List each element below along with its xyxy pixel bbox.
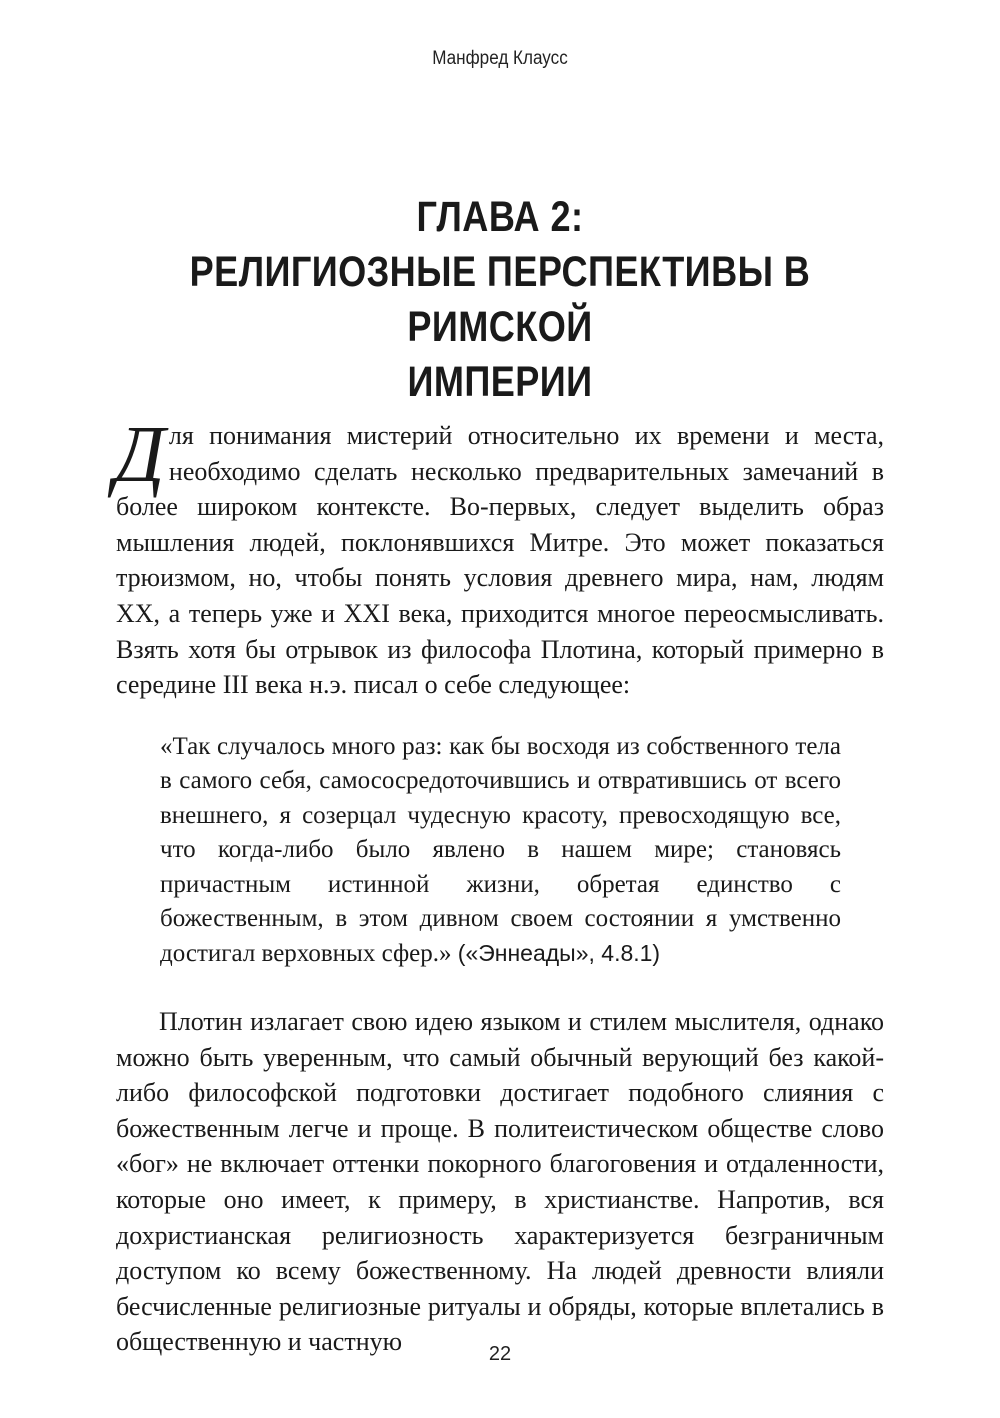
quote-citation: («Эннеады», 4.8.1) (457, 940, 661, 967)
block-quote-text: «Так случалось много раз: как бы восходя из собственного тела в самого себя, самососредоточившись и отвратившись от всего внешнего, я созерцал чудесную красоту, превосходящую все, что когда-либо было явлено в нашем мире; становясь причастным истинной жизни, обретая единство с божественным, в этом дивном своем состоянии я умственно достигал верховных сфер.» (160, 733, 841, 968)
running-header-author: Манфред Клаусс (432, 48, 568, 69)
chapter-title-line-3: ИМПЕРИИ (407, 358, 593, 406)
block-quote (160, 730, 841, 972)
paragraph-intro (114, 411, 884, 703)
paragraph-intro-text: ля понимания мистерий относительно их времени и места, необходимо сделать несколько предварительных замечаний в более широком контексте. Во-первых, следует выделить образ мышления людей, поклонявшихся Митре. Это может показаться трюизмом, но, чтобы понять условия древнего мира, нам, людям XX, а теперь уже и XXI века, приходится многое переосмысливать. Взять хотя бы отрывок из философа Плотина, который примерно в середине III века н.э. писал о себе следующее: (116, 421, 884, 700)
chapter-title-line-1: ГЛАВА 2: (416, 193, 584, 241)
chapter-title (60, 190, 940, 410)
paragraph-second: Плотин излагает свою идею языком и стилем мыслителя, однако можно быть уверенным, что самый обычный верующий без какой-либо философской подготовки достигает подобного слияния с божественным легче и проще. В политеистическом обществе слово «бог» не включает оттенки покорного благоговения и отдаленности, которые оно имеет, к примеру, в христианстве. Напротив, вся дохристианская религиозность характеризуется безграничным доступом ко всему божественному. На людей древности влияли бесчисленные религиозные ритуалы и обряды, которые вплетались в общественную и частную (116, 1007, 884, 1357)
page-number: 22 (488, 1343, 512, 1365)
chapter-title-line-2: РЕЛИГИОЗНЫЕ ПЕРСПЕКТИВЫ В РИМСКОЙ (189, 248, 811, 351)
drop-cap: Д (114, 411, 165, 499)
